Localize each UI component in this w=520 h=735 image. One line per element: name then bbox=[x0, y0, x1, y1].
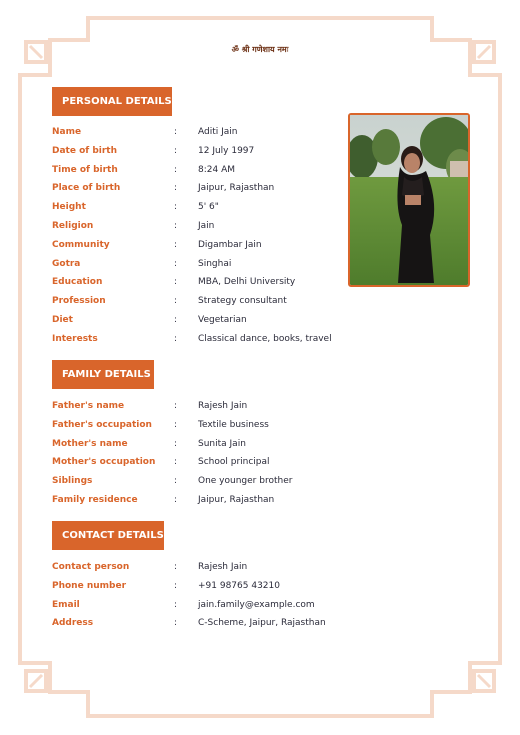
field-separator: : bbox=[174, 618, 178, 629]
field-value: Jain bbox=[198, 221, 215, 231]
field-label: Phone number bbox=[52, 580, 127, 591]
field-value: Singhai bbox=[198, 258, 232, 269]
field-value: Jaipur, Rajasthan bbox=[198, 495, 275, 505]
personal-details-header: PERSONAL DETAILS bbox=[52, 87, 172, 116]
field-separator: : bbox=[174, 127, 178, 137]
field-separator: : bbox=[174, 333, 178, 344]
field-label: Profession bbox=[52, 296, 106, 307]
family-details-header: FAMILY DETAILS bbox=[52, 360, 154, 389]
field-value: Classical dance, books, travel bbox=[198, 333, 332, 344]
contact-details-header: CONTACT DETAILS bbox=[52, 521, 164, 550]
field-separator: : bbox=[174, 221, 178, 231]
field-label: Email bbox=[52, 599, 80, 610]
field-separator: : bbox=[174, 202, 178, 213]
personal-row bbox=[0, 315, 520, 331]
field-value: 5' 6" bbox=[198, 202, 219, 213]
field-separator: : bbox=[174, 315, 178, 325]
field-label: Father's occupation bbox=[52, 419, 152, 430]
family-row bbox=[0, 439, 520, 455]
field-label: Time of birth bbox=[52, 164, 118, 175]
field-label: Community bbox=[52, 239, 110, 250]
field-separator: : bbox=[174, 419, 178, 430]
field-separator: : bbox=[174, 438, 178, 449]
field-separator: : bbox=[174, 277, 178, 288]
field-value: Rajesh Jain bbox=[198, 401, 248, 411]
field-label: Father's name bbox=[52, 401, 125, 411]
family-row bbox=[0, 420, 520, 436]
portrait-photo-image bbox=[350, 115, 468, 285]
field-separator: : bbox=[174, 183, 178, 194]
field-label: Interests bbox=[52, 333, 98, 344]
field-label: Education bbox=[52, 277, 103, 288]
field-value: Jaipur, Rajasthan bbox=[198, 183, 275, 194]
field-value: 12 July 1997 bbox=[198, 145, 255, 156]
field-label: Date of birth bbox=[52, 145, 117, 156]
contact-row bbox=[0, 562, 520, 578]
field-value: Vegetarian bbox=[198, 315, 247, 325]
field-label: Religion bbox=[52, 221, 94, 231]
field-separator: : bbox=[174, 258, 178, 269]
field-label: Place of birth bbox=[52, 183, 121, 194]
personal-row bbox=[0, 296, 520, 312]
family-row bbox=[0, 457, 520, 473]
field-separator: : bbox=[174, 580, 178, 591]
field-label: Family residence bbox=[52, 495, 138, 505]
invocation-text: ॐ श्री गणेशाय नमः bbox=[231, 45, 289, 54]
field-separator: : bbox=[174, 476, 178, 487]
field-value: Rajesh Jain bbox=[198, 562, 248, 572]
field-separator: : bbox=[174, 495, 178, 505]
field-label: Contact person bbox=[52, 562, 130, 572]
field-label: Mother's name bbox=[52, 438, 128, 449]
personal-row bbox=[0, 334, 520, 350]
family-row bbox=[0, 401, 520, 417]
field-label: Height bbox=[52, 202, 86, 213]
field-label: Diet bbox=[52, 315, 73, 325]
field-value: MBA, Delhi University bbox=[198, 277, 296, 288]
field-value: 8:24 AM bbox=[198, 164, 235, 175]
field-separator: : bbox=[174, 239, 178, 250]
field-value: One younger brother bbox=[198, 476, 293, 487]
field-separator: : bbox=[174, 296, 178, 307]
field-value: Textile business bbox=[198, 419, 269, 430]
field-separator: : bbox=[174, 401, 178, 411]
field-value: Aditi Jain bbox=[198, 127, 238, 137]
field-value: +91 98765 43210 bbox=[198, 580, 280, 591]
field-separator: : bbox=[174, 562, 178, 572]
field-separator: : bbox=[174, 145, 178, 156]
field-label: Gotra bbox=[52, 258, 81, 269]
field-label: Siblings bbox=[52, 476, 93, 487]
family-row bbox=[0, 476, 520, 492]
field-value: Sunita Jain bbox=[198, 438, 246, 449]
field-value: Digambar Jain bbox=[198, 239, 262, 250]
contact-row bbox=[0, 581, 520, 597]
field-value: Strategy consultant bbox=[198, 296, 287, 307]
field-label: Name bbox=[52, 127, 82, 137]
family-row bbox=[0, 495, 520, 511]
contact-row bbox=[0, 618, 520, 634]
field-value: jain.family@example.com bbox=[198, 599, 315, 610]
field-label: Address bbox=[52, 618, 94, 629]
field-value: School principal bbox=[198, 457, 270, 468]
profile-photo bbox=[348, 113, 470, 287]
field-label: Mother's occupation bbox=[52, 457, 156, 468]
field-separator: : bbox=[174, 599, 178, 610]
field-value: C-Scheme, Jaipur, Rajasthan bbox=[198, 618, 326, 629]
field-separator: : bbox=[174, 457, 178, 468]
contact-row bbox=[0, 600, 520, 616]
field-separator: : bbox=[174, 164, 178, 175]
